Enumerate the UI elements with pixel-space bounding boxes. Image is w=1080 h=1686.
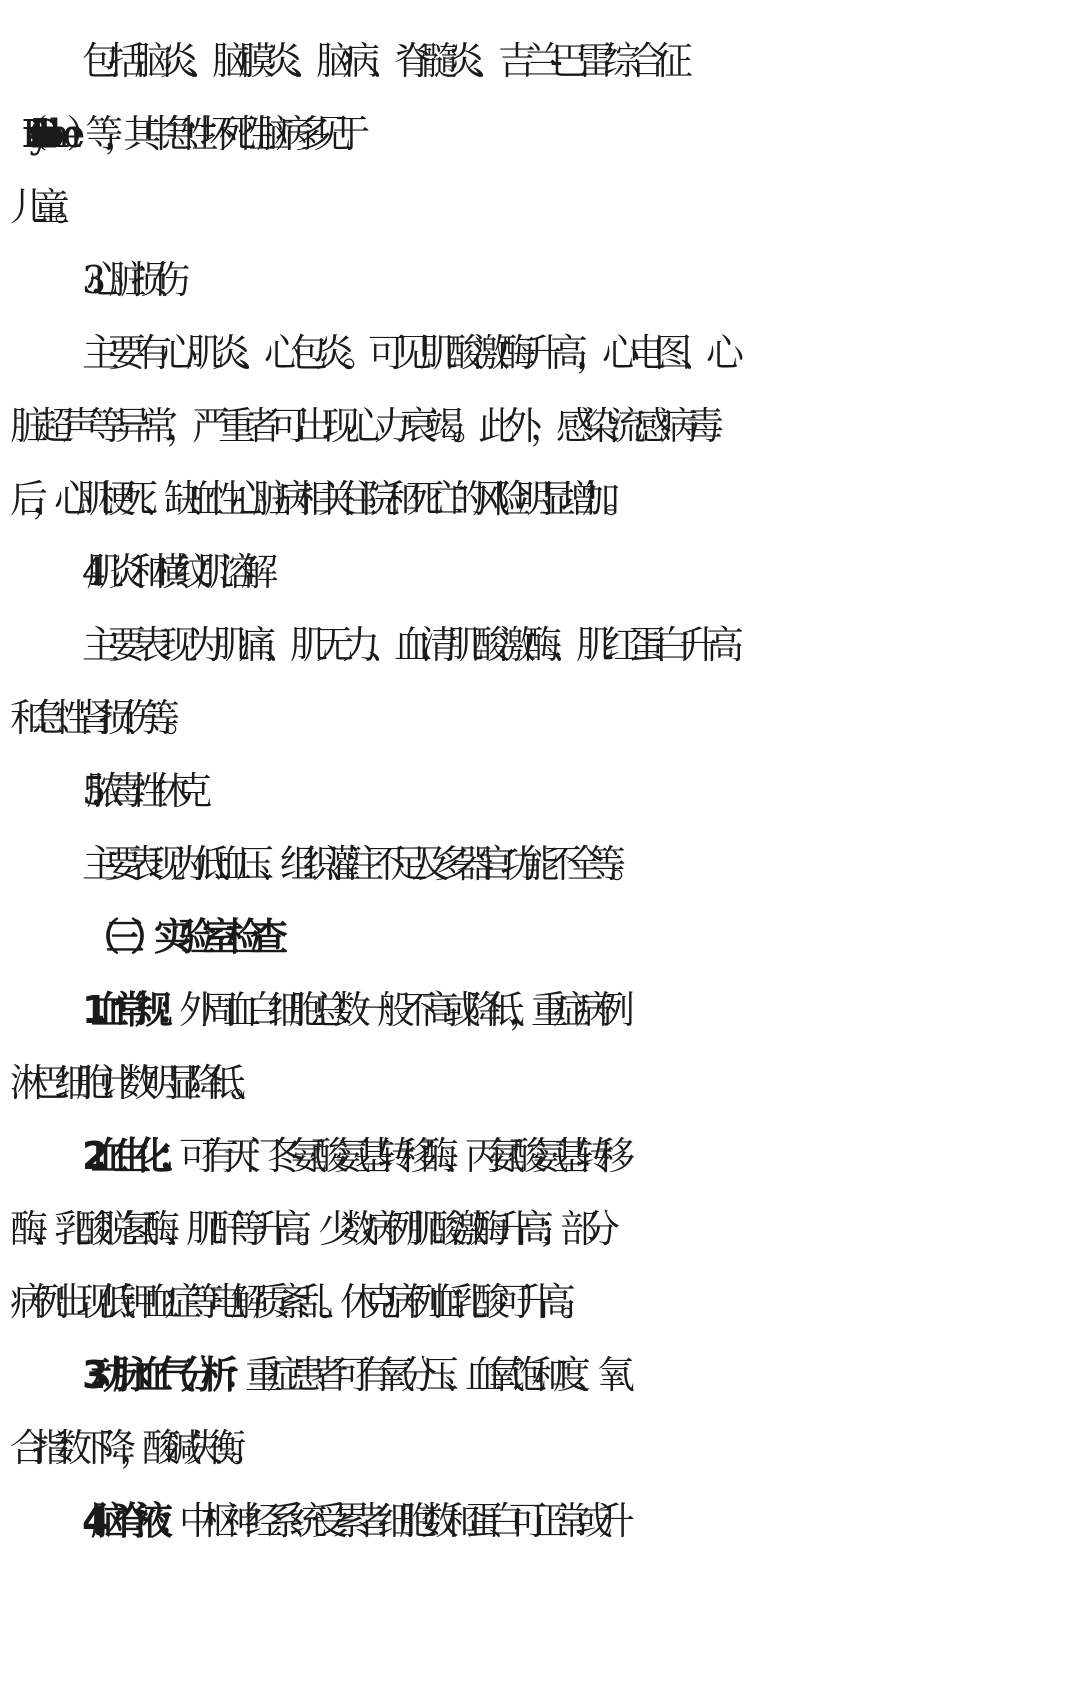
lab-text: 外周血白细胞总数一般不高或降低，重症病例 xyxy=(178,988,619,1032)
subsection-title: （三）实验室检查 xyxy=(82,915,275,959)
paragraph-line: 后，心肌梗死、缺血性心脏病相关住院和死亡的风险明显增加。 xyxy=(10,477,627,521)
lab-term: 4.脑脊液： xyxy=(82,1499,179,1543)
paragraph-line: 主要表现为肌痛、肌无力、血清肌酸激酶、肌红蛋白升高 xyxy=(82,623,733,667)
lab-text: 重症患者可有氧分压、血氧饱和度、氧 xyxy=(244,1353,619,1397)
paragraph-line: 和急性肾损伤等。 xyxy=(10,696,187,740)
lab-text: 中枢神经系统受累者细胞数和蛋白可正常或升 xyxy=(178,1499,619,1543)
paragraph-line: 包括脑炎、脑膜炎、脑病、脊髓炎、吉兰-巴雷综合征 xyxy=(82,39,681,83)
paragraph-line: 病例出现低钾血症等电解质紊乱。休克病例血乳酸可升高。 xyxy=(10,1280,583,1324)
paragraph-line: 儿童。 xyxy=(10,185,77,229)
lab-text: 可有天门冬氨酸氨基转移酶、丙氨酸氨基转移 xyxy=(178,1134,619,1178)
lab-term: 1.血常规： xyxy=(82,988,179,1032)
paragraph-line: 酶、乳酸脱氢酶、肌酐等升高。少数病例肌酸激酶升高；部分 xyxy=(10,1207,605,1251)
paragraph-line: 脏超声等异常，严重者可出现心力衰竭。此外，感染流感病毒 xyxy=(10,404,713,448)
section-heading: 5.脓毒性休克 xyxy=(82,769,197,813)
paragraph-line: 合指数下降，酸碱失衡。 xyxy=(10,1426,253,1470)
paragraph-line: 主要有心肌炎、心包炎。可见肌酸激酶升高，心电图、心 xyxy=(82,331,733,375)
section-heading: 4.肌炎和横纹肌溶解 xyxy=(82,550,263,594)
lab-item-biochemistry xyxy=(82,1133,1080,1179)
section-heading: 3.心脏损伤 xyxy=(82,258,175,302)
lab-item-arterial-blood-gas xyxy=(82,1352,1080,1398)
lab-item-csf xyxy=(82,1498,1080,1544)
paragraph-line: 淋巴细胞计数明显降低。 xyxy=(10,1061,253,1105)
lab-term: 2.血生化： xyxy=(82,1134,179,1178)
lab-item-blood-routine xyxy=(82,987,1080,1033)
lab-term: 3.动脉血气分析： xyxy=(82,1353,245,1397)
paragraph-line: （Guillain-Barre syndrome）等，其中急性坏死性脑病多见于 xyxy=(10,112,352,156)
paragraph-line: 主要表现为低血压、组织灌注不足及多器官功能不全等。 xyxy=(82,842,633,886)
